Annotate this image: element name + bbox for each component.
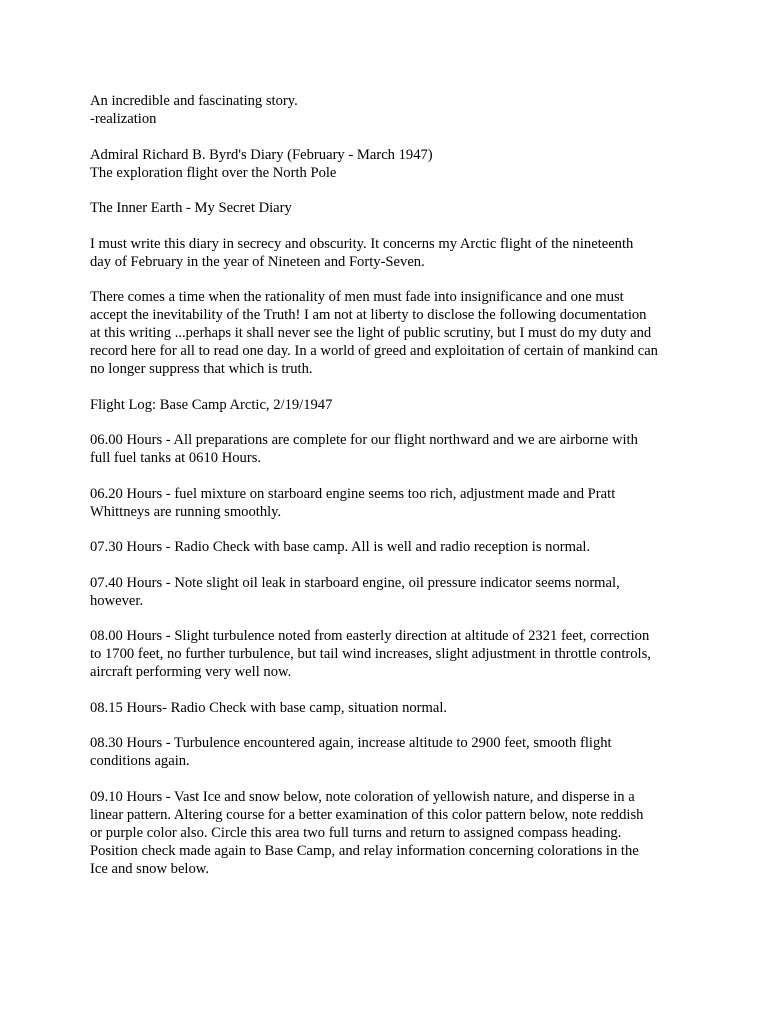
intro-line: An incredible and fascinating story. xyxy=(90,93,298,109)
log-entry-line: 06.20 Hours - fuel mixture on starboard engine seems too rich, adjustment made and Pratt xyxy=(90,485,616,502)
paragraph-line: There comes a time when the rationality of men must fade into insignificance and one must xyxy=(90,289,624,305)
document-body xyxy=(90,92,690,895)
log-entry-line: linear pattern. Altering course for a better examination of this color pattern below, note reddish xyxy=(90,806,644,823)
diary-subheading xyxy=(90,199,690,217)
log-entry-line: however. xyxy=(90,592,144,609)
subheading-line: The Inner Earth - My Secret Diary xyxy=(90,200,292,216)
log-entry-line: Whittneys are running smoothly. xyxy=(90,503,282,520)
log-entry xyxy=(90,574,690,610)
log-entry xyxy=(90,734,690,770)
log-entry-line: full fuel tanks at 0610 Hours. xyxy=(90,450,262,466)
log-entry-line: to 1700 feet, no further turbulence, but tail wind increases, slight adjustment in throttle controls, xyxy=(90,646,651,662)
paragraph xyxy=(90,288,690,378)
paragraph-line: at this writing ...perhaps it shall never see the light of public scrutiny, but I must do my duty and xyxy=(90,325,652,341)
paragraph xyxy=(90,235,690,271)
paragraph-line: day of February in the year of Nineteen and Forty-Seven. xyxy=(90,253,425,270)
log-entry-line: 07.30 Hours - Radio Check with base camp. All is well and radio reception is normal. xyxy=(90,539,591,555)
paragraph-line: record here for all to read one day. In a world of greed and exploitation of certain of mankind can xyxy=(90,343,658,359)
log-entry xyxy=(90,431,690,467)
log-entry-line: 06.00 Hours - All preparations are complete for our flight northward and we are airborne with xyxy=(90,432,638,448)
log-entry-line: Position check made again to Base Camp, and relay information concerning colorations in the xyxy=(90,842,639,859)
log-entry-line: 09.10 Hours - Vast Ice and snow below, note coloration of yellowish nature, and disperse in a xyxy=(90,788,635,805)
paragraph-line: no longer suppress that which is truth. xyxy=(90,361,313,377)
log-entry xyxy=(90,627,690,681)
flight-log-title xyxy=(90,396,690,414)
log-entry xyxy=(90,485,690,521)
paragraph-line: I must write this diary in secrecy and obscurity. It concerns my Arctic flight of the nineteenth xyxy=(90,235,634,252)
log-entry xyxy=(90,699,690,717)
log-entry-line: Ice and snow below. xyxy=(90,860,210,877)
log-entry-line: 08.15 Hours- Radio Check with base camp, situation normal. xyxy=(90,699,448,716)
diary-heading xyxy=(90,146,690,182)
paragraph-line: accept the inevitability of the Truth! I am not at liberty to disclose the following documentation xyxy=(90,307,647,323)
log-entry xyxy=(90,538,690,556)
log-entry-line: 08.30 Hours - Turbulence encountered again, increase altitude to 2900 feet, smooth flight xyxy=(90,735,612,751)
intro-line: -realization xyxy=(90,111,157,127)
flight-log-title-line: Flight Log: Base Camp Arctic, 2/19/1947 xyxy=(90,396,333,413)
log-entry xyxy=(90,788,690,878)
heading-line: Admiral Richard B. Byrd's Diary (February - March 1947) xyxy=(90,146,433,163)
heading-line: The exploration flight over the North Pole xyxy=(90,164,337,181)
log-entry-line: 08.00 Hours - Slight turbulence noted from easterly direction at altitude of 2321 feet, correction xyxy=(90,628,650,644)
log-entry-line: or purple color also. Circle this area two full turns and return to assigned compass heading. xyxy=(90,824,622,841)
log-entry-line: 07.40 Hours - Note slight oil leak in starboard engine, oil pressure indicator seems normal, xyxy=(90,574,620,591)
intro-block xyxy=(90,92,690,128)
log-entry-line: aircraft performing very well now. xyxy=(90,664,292,680)
log-entry-line: conditions again. xyxy=(90,753,190,769)
